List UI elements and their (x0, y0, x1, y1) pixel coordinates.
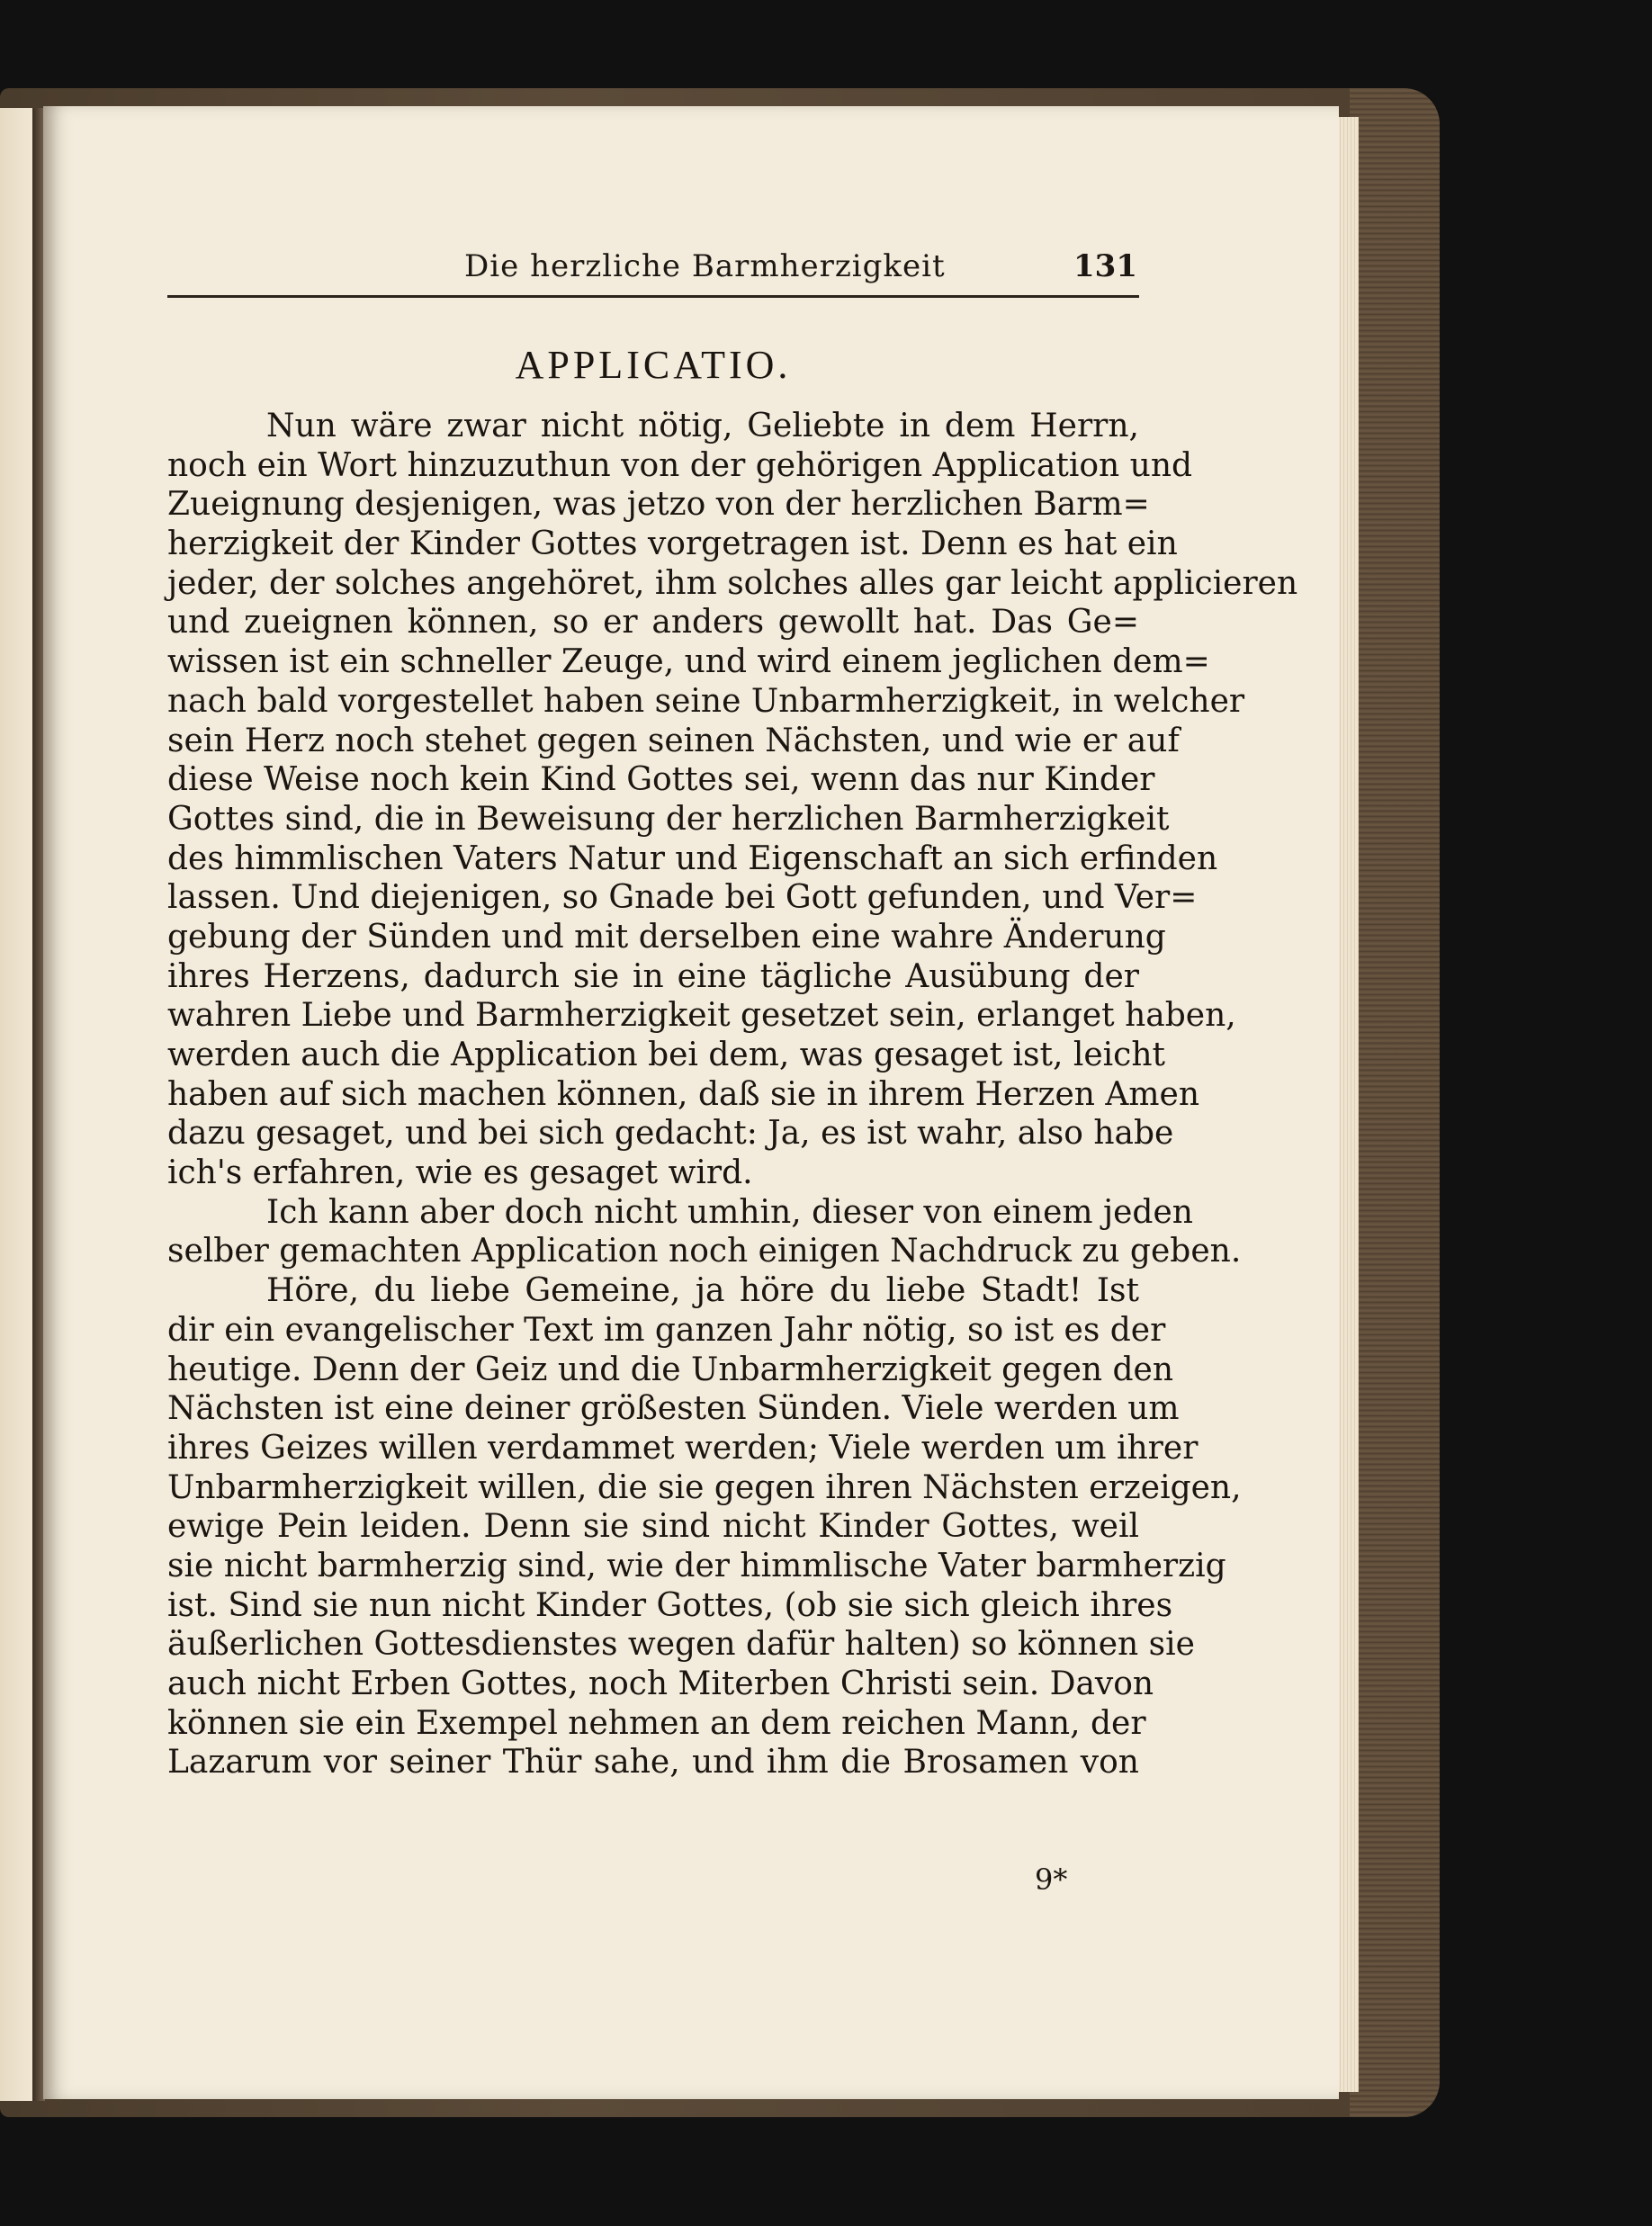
text-line: äußerlichen Gottesdienstes wegen dafür halten) so können sie (167, 1626, 1195, 1664)
text-line: ihres Herzens, dadurch sie in eine tägliche Ausübung der (167, 957, 1139, 995)
text-line: dir ein evangelischer Text im ganzen Jahr nötig, so ist es der (167, 1311, 1166, 1349)
cover-edge (1350, 88, 1440, 2117)
signature-mark: 9* (1035, 1862, 1068, 1897)
text-line: nach bald vorgestellet haben seine Unbarmherzigkeit, in welcher (167, 682, 1245, 720)
text-line: sein Herz noch stehet gegen seinen Nächsten, und wie er auf (167, 722, 1180, 759)
text-line: Nun wäre zwar nicht nötig, Geliebte in dem Herrn, (266, 408, 1139, 444)
left-page-edge (0, 108, 36, 2101)
text-line: Lazarum vor seiner Thür sahe, und ihm die Brosamen von (167, 1744, 1139, 1782)
text-line: noch ein Wort hinzuzuthun von der gehörigen Application und (167, 446, 1193, 484)
text-line: lassen. Und diejenigen, so Gnade bei Gott gefunden, und Ver= (167, 879, 1198, 917)
text-line: Gottes sind, die in Beweisung der herzlichen Barmherzigkeit (167, 800, 1170, 838)
running-head (167, 241, 1137, 292)
text-line: gebung der Sünden und mit derselben eine wahre Änderung (167, 918, 1166, 956)
text-line: heutige. Denn der Geiz und die Unbarmherzigkeit gegen den (167, 1351, 1174, 1388)
text-line: werden auch die Application bei dem, was gesaget ist, leicht (167, 1037, 1165, 1073)
text-line: Unbarmherzigkeit willen, die sie gegen ihren Nächsten erzeigen, (167, 1468, 1242, 1506)
running-title: Die herzliche Barmherzigkeit (464, 248, 946, 284)
section-heading: APPLICATIO. (515, 343, 792, 387)
text-line: diese Weise noch kein Kind Gottes sei, wenn das nur Kinder (167, 761, 1155, 799)
text-line: sie nicht barmherzig sind, wie der himmlische Vater barmherzig (167, 1547, 1226, 1584)
text-line: dazu gesaget, und bei sich gedacht: Ja, es ist wahr, also habe (167, 1115, 1174, 1153)
text-line: ihres Geizes willen verdammet werden; Viele werden um ihrer (167, 1429, 1199, 1467)
text-line: ich's erfahren, wie es gesaget wird. (167, 1154, 753, 1192)
text-line: haben auf sich machen können, daß sie in ihrem Herzen Amen (167, 1075, 1200, 1113)
text-line: des himmlischen Vaters Natur und Eigenschaft an sich erfinden (167, 839, 1218, 877)
text-line: wahren Liebe und Barmherzigkeit gesetzet sein, erlanget haben, (167, 997, 1236, 1035)
body-text (167, 407, 1298, 1782)
text-line: ewige Pein leiden. Denn sie sind nicht Kinder Gottes, weil (167, 1508, 1139, 1546)
text-line: selber gemachten Application noch einigen Nachdruck zu geben. (167, 1233, 1242, 1270)
text-line: und zueignen können, so er anders gewollt hat. Das Ge= (167, 604, 1139, 642)
text-line: wissen ist ein schneller Zeuge, und wird einem jeglichen dem= (167, 643, 1210, 681)
text-line: jeder, der solches angehöret, ihm solches alles gar leicht applicieren (167, 564, 1298, 602)
text-line: Nächsten ist eine deiner größesten Sünden. Viele werden um (167, 1390, 1180, 1428)
text-line: Ich kann aber doch nicht umhin, dieser von einem jeden (266, 1193, 1193, 1231)
text-line: können sie ein Exempel nehmen an dem reichen Mann, der (167, 1704, 1146, 1742)
page-number: 131 (1073, 248, 1137, 284)
text-line: Höre, du liebe Gemeine, ja höre du liebe Stadt! Ist (266, 1272, 1139, 1310)
text-line: ist. Sind sie nun nicht Kinder Gottes, (ob sie sich gleich ihres (167, 1586, 1173, 1624)
text-line: auch nicht Erben Gottes, noch Miterben Christi sein. Davon (167, 1665, 1154, 1702)
header-rule (167, 295, 1139, 298)
text-line: herzigkeit der Kinder Gottes vorgetragen ist. Denn es hat ein (167, 525, 1178, 563)
text-line: Zueignung desjenigen, was jetzo von der herzlichen Barm= (167, 486, 1150, 524)
